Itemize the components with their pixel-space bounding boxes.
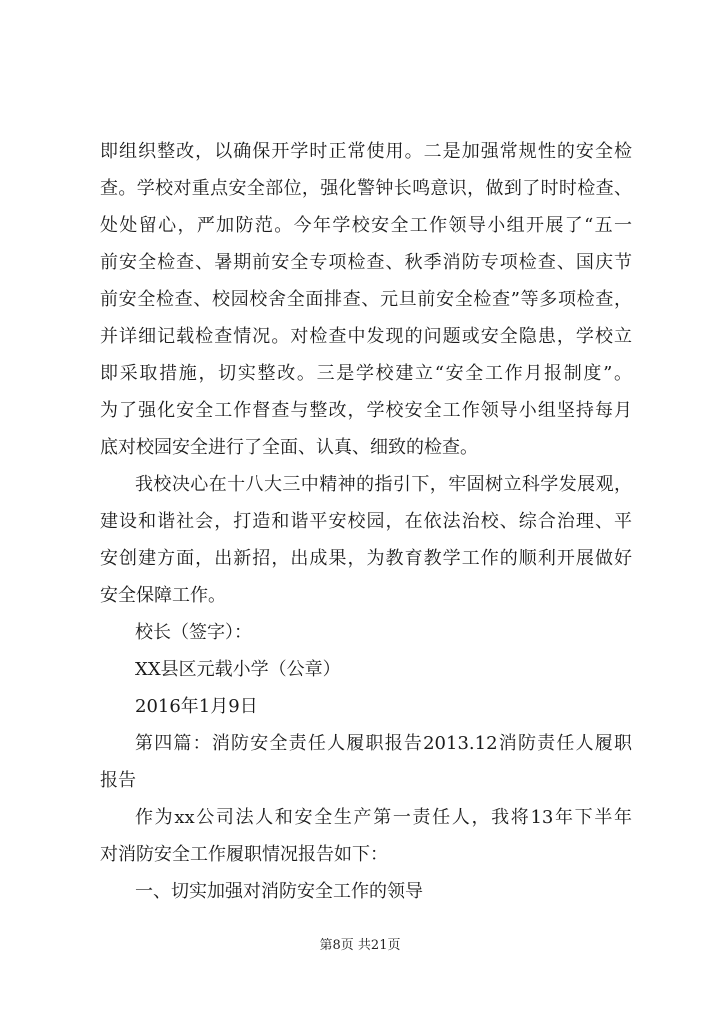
date-line: 2016年1月9日 [135, 696, 258, 717]
document-body [100, 138, 632, 915]
text-line: 查。学校对重点安全部位，强化警钟长鸣意识，做到了时时检查、 [100, 178, 632, 199]
text-line: 为了强化安全工作督查与整改，学校安全工作领导小组坚持每月 [100, 400, 632, 421]
section-title: 第四篇：消防安全责任人履职报告2013.12消防责任人履职 [135, 733, 632, 754]
section-title-continued: 报告 [100, 770, 136, 791]
text-line: 安全保障工作。 [100, 585, 226, 606]
text-line: 前安全检查、暑期前安全专项检查、秋季消防专项检查、国庆节 [100, 252, 632, 273]
text-line: 并详细记载检查情况。对检查中发现的问题或安全隐患，学校立 [100, 326, 632, 347]
paragraph-start-line: 我校决心在十八大三中精神的指引下，牢固树立科学发展观， [135, 474, 632, 495]
text-line: 底对校园安全进行了全面、认真、细致的检查。 [100, 437, 478, 458]
text-line: 即采取措施，切实整改。三是学校建立“安全工作月报制度”。 [100, 363, 632, 384]
text-line: 对消防安全工作履职情况报告如下： [100, 844, 388, 865]
page-number-footer: 第8页 共21页 [319, 938, 401, 953]
paragraph-start-line: 作为xx公司法人和安全生产第一责任人，我将13年下半年 [135, 807, 632, 828]
text-line: 建设和谐社会，打造和谐平安校园，在依法治校、综合治理、平 [100, 511, 632, 532]
text-line: 前安全检查、校园校舍全面排查、元旦前安全检查”等多项检查， [100, 289, 632, 310]
text-line: 安创建方面，出新招，出成果，为教育教学工作的顺利开展做好 [100, 548, 632, 569]
school-seal-line: XX县区元载小学（公章） [135, 659, 341, 680]
subheading: 一、切实加强对消防安全工作的领导 [135, 881, 423, 902]
text-line: 即组织整改，以确保开学时正常使用。二是加强常规性的安全检 [100, 141, 632, 162]
text-line: 处处留心，严加防范。今年学校安全工作领导小组开展了“五一 [100, 215, 632, 236]
principal-signature-line: 校长（签字）： [135, 622, 252, 643]
